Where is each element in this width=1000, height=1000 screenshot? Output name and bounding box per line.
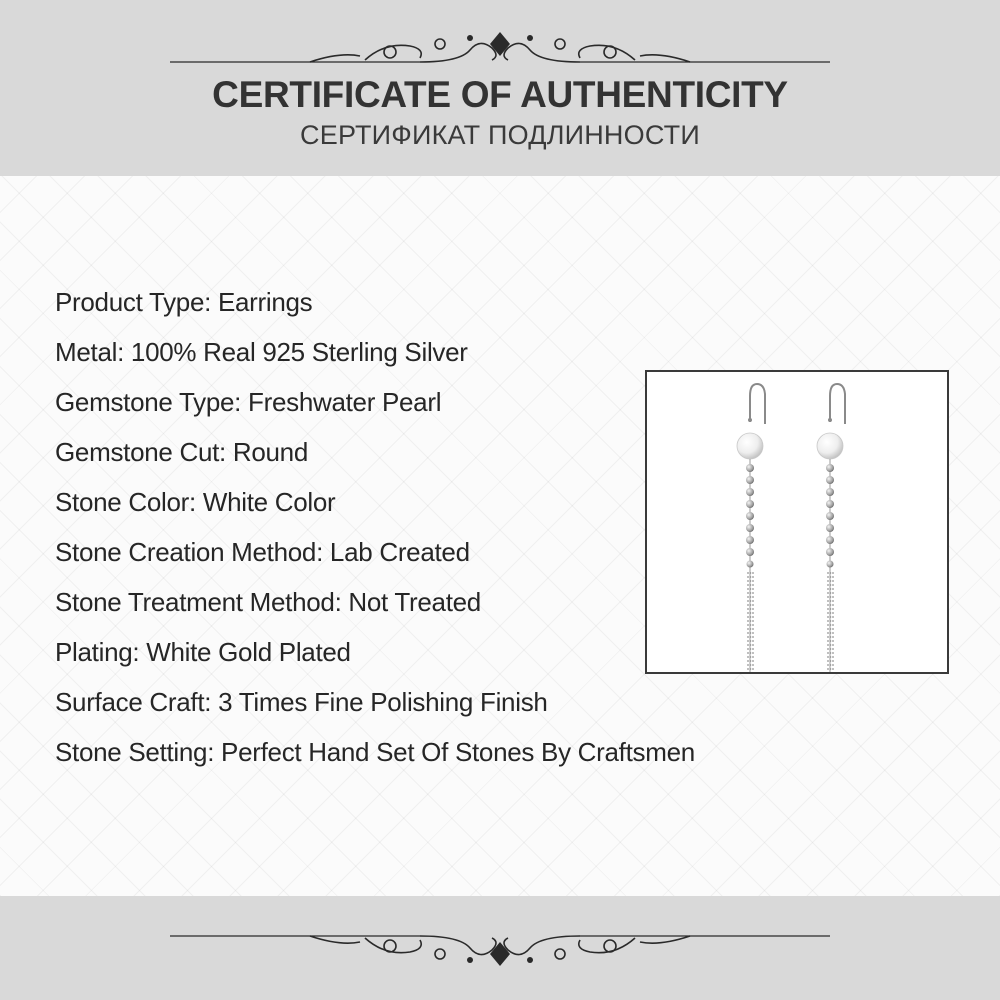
spec-stone-creation-method: Stone Creation Method: Lab Created — [55, 537, 470, 567]
footer-band — [0, 896, 1000, 1000]
certificate-title-ru: СЕРТИФИКАТ ПОДЛИННОСТИ — [300, 120, 700, 150]
ornament-divider-icon — [170, 920, 830, 970]
product-spec-list — [55, 282, 695, 782]
pearl-drop-earrings-image — [647, 372, 947, 672]
spec-plating: Plating: White Gold Plated — [55, 637, 351, 667]
spec-product-type: Product Type: Earrings — [55, 287, 313, 317]
ornament-divider-icon — [170, 22, 830, 72]
spec-stone-color: Stone Color: White Color — [55, 487, 336, 517]
spec-stone-setting: Stone Setting: Perfect Hand Set Of Stones By Craftsmen — [55, 737, 695, 767]
header-band — [0, 0, 1000, 176]
certificate-title-en: CERTIFICATE OF AUTHENTICITY — [212, 74, 788, 115]
product-photo-frame — [645, 370, 949, 674]
spec-gemstone-cut: Gemstone Cut: Round — [55, 437, 308, 467]
spec-surface-craft: Surface Craft: 3 Times Fine Polishing Finish — [55, 687, 548, 717]
spec-gemstone-type: Gemstone Type: Freshwater Pearl — [55, 387, 442, 417]
spec-stone-treatment-method: Stone Treatment Method: Not Treated — [55, 587, 481, 617]
spec-metal: Metal: 100% Real 925 Sterling Silver — [55, 337, 468, 367]
